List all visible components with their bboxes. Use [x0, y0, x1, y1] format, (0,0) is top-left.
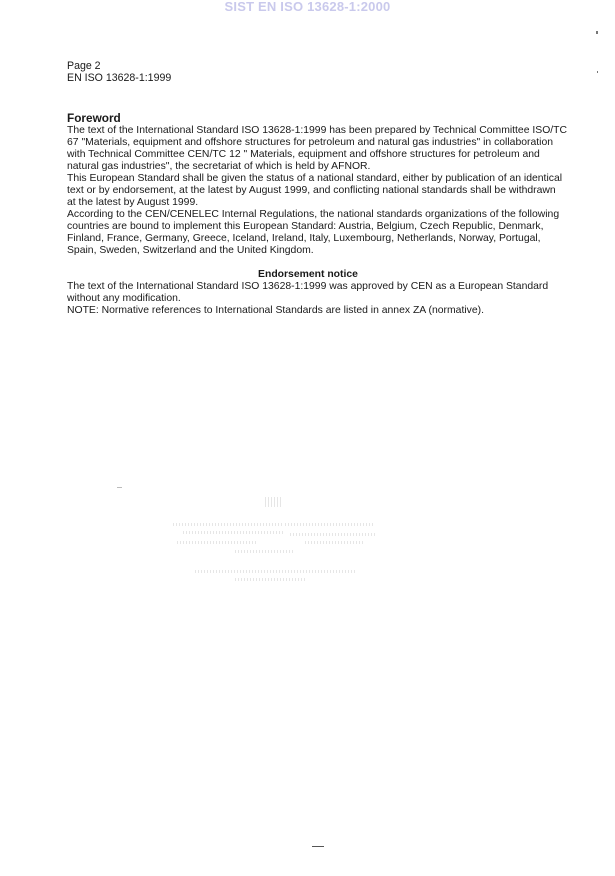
faded-stamp-mark — [165, 495, 385, 595]
scan-speck — [117, 487, 122, 488]
scan-speck — [597, 71, 598, 73]
document-page — [67, 60, 567, 317]
foreword-heading: Foreword — [67, 111, 121, 125]
bottom-scan-mark — [312, 846, 324, 847]
foreword-paragraph-3: According to the CEN/CENELEC Internal Regulations, the national standards organizations of the following countries are bound to implement this European Standard: Austria, Belgium, Czech Republic, Denmark, Finland, France, Germany, Greece, Iceland, Ireland, Italy, Luxembourg, Netherlands, Norway, Portugal, Spain, Sweden, Switzerland and the United Kingdom. — [67, 209, 560, 256]
endorsement-note: NOTE: Normative references to International Standards are listed in annex ZA (normative). — [67, 305, 484, 316]
endorsement-paragraph-1: The text of the International Standard ISO 13628-1:1999 was approved by CEN as a European Standard without any modification. — [67, 281, 549, 304]
scan-speck — [596, 31, 598, 34]
watermark-header: SIST EN ISO 13628-1:2000 — [224, 0, 391, 14]
page-number: Page 2 — [67, 60, 101, 72]
endorsement-notice-heading: Endorsement notice — [258, 269, 358, 280]
foreword-paragraph-1: The text of the International Standard ISO 13628-1:1999 has been prepared by Technical Committee ISO/TC 67 "Materials, equipment and offshore structures for petroleum and natural gas industries" in collaboration with Technical Committee CEN/TC 12 " Materials, equipment and offshore structures for petroleum and natural gas industries", the secretariat of which is held by AFNOR. — [67, 125, 568, 172]
foreword-paragraph-2: This European Standard shall be given the status of a national standard, either by publication of an identical text or by endorsement, at the latest by August 1999, and conflicting national standards shall be withdrawn at the latest by August 1999. — [67, 173, 563, 208]
document-identifier: EN ISO 13628-1:1999 — [67, 72, 172, 84]
